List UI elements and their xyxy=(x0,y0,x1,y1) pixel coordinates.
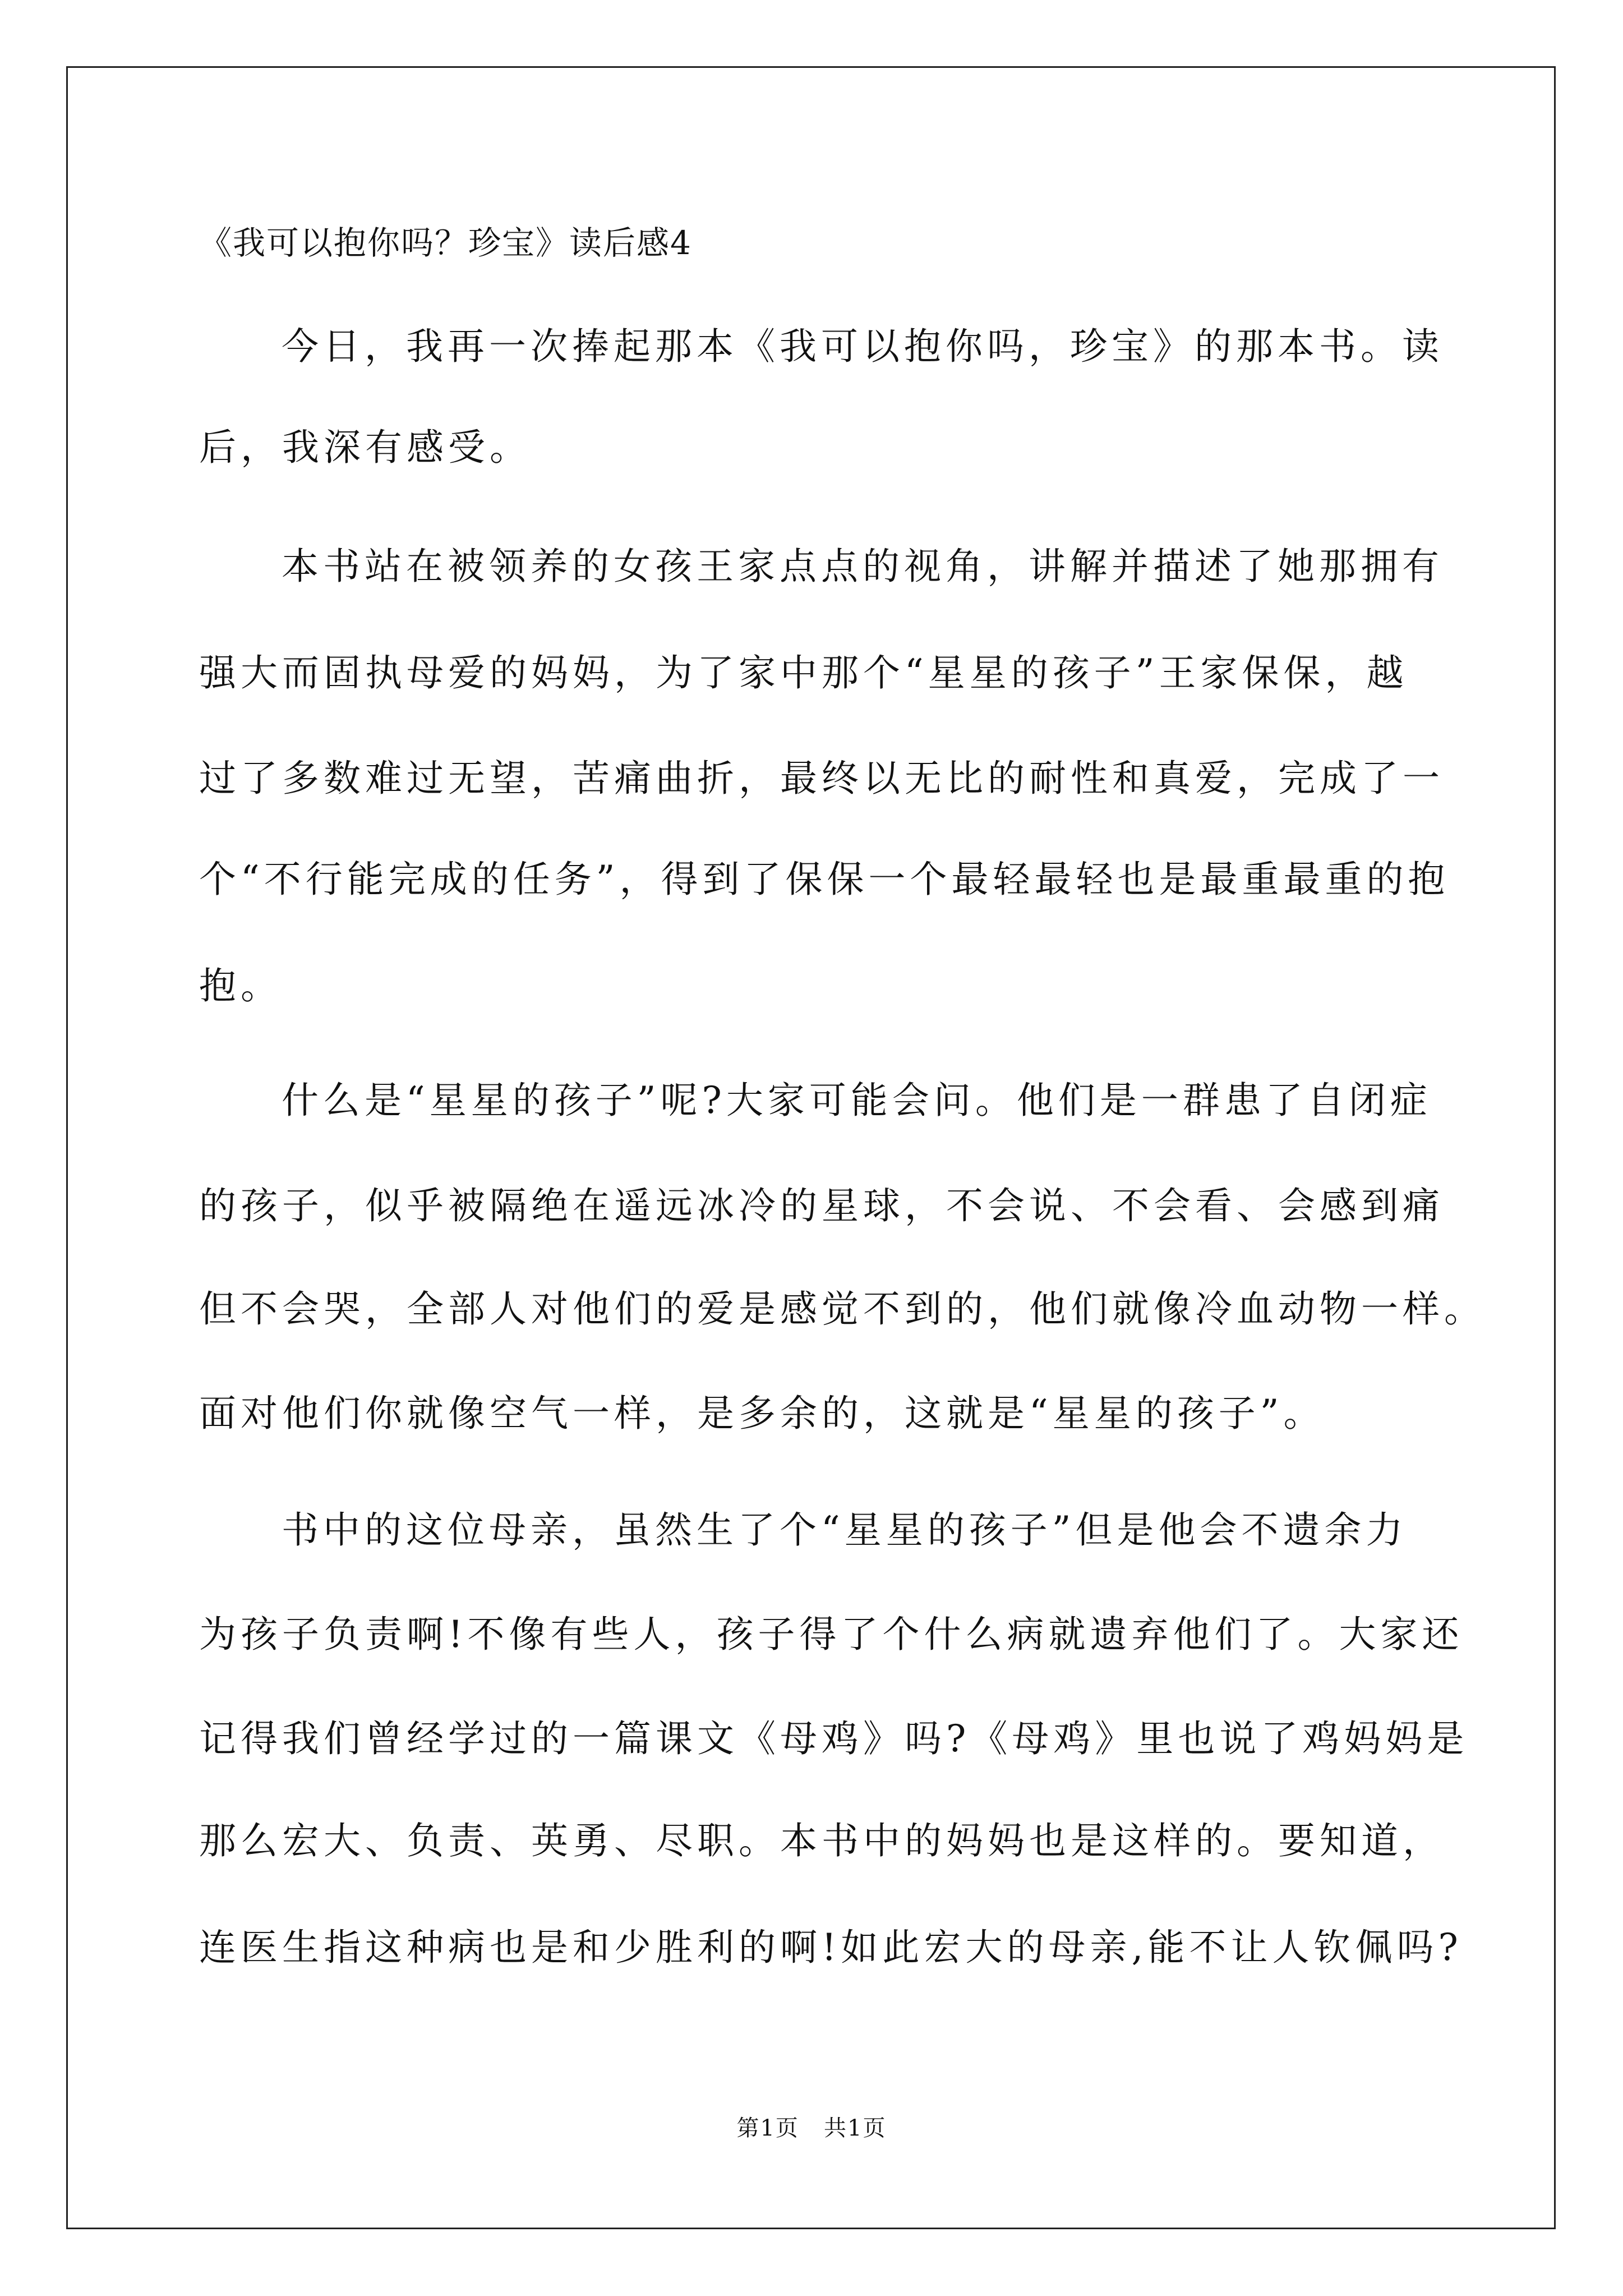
paragraph-line: 过了多数难过无望，苦痛曲折，最终以无比的耐性和真爱，完成了一 xyxy=(199,757,1444,800)
paragraph-line: 记得我们曾经学过的一篇课文《母鸡》吗?《母鸡》里也说了鸡妈妈是 xyxy=(199,1717,1469,1760)
paragraph-line: 的孩子，似乎被隔绝在遥远冰冷的星球，不会说、不会看、会感到痛 xyxy=(199,1184,1444,1227)
document-title: 《我可以抱你吗？珍宝》读后感4 xyxy=(199,224,692,262)
paragraph-line: 那么宏大、负责、英勇、尽职。本书中的妈妈也是这样的。要知道， xyxy=(199,1819,1444,1862)
paragraph-line: 本书站在被领养的女孩王家点点的视角，讲解并描述了她那拥有 xyxy=(282,545,1444,588)
paragraph-line: 今日，我再一次捧起那本《我可以抱你吗，珍宝》的那本书。读 xyxy=(282,325,1444,368)
paragraph-line: 后，我深有感受。 xyxy=(199,426,531,469)
paragraph-line: 书中的这位母亲，虽然生了个“星星的孩子”但是他会不遗余力 xyxy=(282,1508,1408,1552)
paragraph-line: 为孩子负责啊!不像有些人，孩子得了个什么病就遗弃他们了。大家还 xyxy=(199,1613,1464,1656)
paragraph-line: 个“不行能完成的任务”，得到了保保一个最轻最轻也是最重最重的抱 xyxy=(199,858,1450,901)
paragraph-line: 什么是“星星的孩子”呢?大家可能会问。他们是一群患了自闭症 xyxy=(282,1079,1432,1122)
page-footer: 第1页 共1页 xyxy=(736,2115,887,2141)
page-border xyxy=(66,66,1556,2229)
paragraph-line: 面对他们你就像空气一样，是多余的，这就是“星星的孩子”。 xyxy=(199,1392,1325,1435)
paragraph-line: 连医生指这种病也是和少胜利的啊!如此宏大的母亲,能不让人钦佩吗? xyxy=(199,1926,1463,1969)
paragraph-line: 抱。 xyxy=(199,964,282,1007)
paragraph-line: 但不会哭，全部人对他们的爱是感觉不到的，他们就像冷血动物一样。 xyxy=(199,1287,1486,1331)
paragraph-line: 强大而固执母爱的妈妈，为了家中那个“星星的孩子”王家保保，越 xyxy=(199,651,1408,694)
